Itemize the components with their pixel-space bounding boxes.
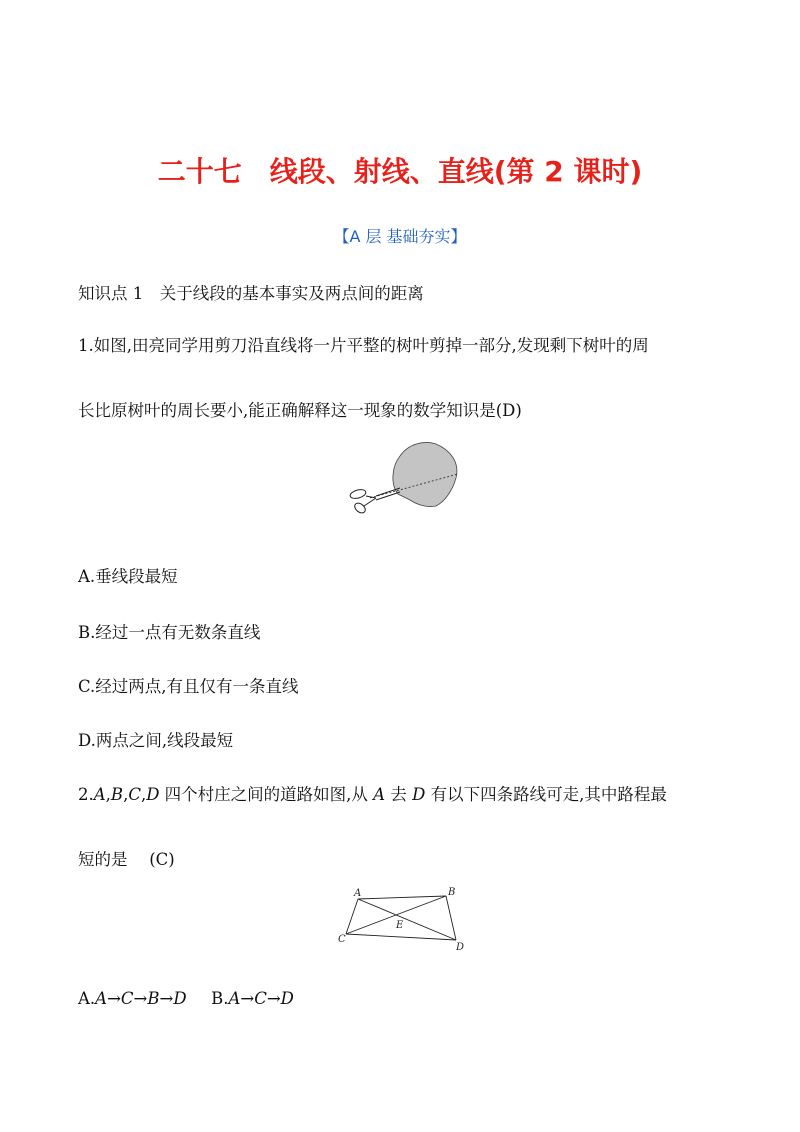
label-b: B bbox=[448, 887, 456, 898]
label-c: C bbox=[338, 934, 346, 945]
var-b: B bbox=[110, 785, 124, 804]
road-ab bbox=[358, 896, 446, 899]
label-d: D bbox=[456, 942, 465, 953]
route-b-1: C bbox=[254, 989, 267, 1008]
q1-option-c: C.经过两点,有且仅有一条直线 bbox=[78, 677, 299, 696]
leaf-shape bbox=[393, 443, 457, 507]
road-ca bbox=[346, 899, 358, 934]
scissors-icon bbox=[349, 488, 400, 515]
q2-text-part1: 四个村庄之间的道路如图,从 bbox=[164, 785, 368, 804]
q1-text-line2: 长比原树叶的周长要小,能正确解释这一现象的数学知识是(D) bbox=[78, 401, 522, 420]
q2-text-part2: 去 bbox=[390, 785, 407, 804]
arrow: → bbox=[133, 989, 148, 1008]
q2-text-part3: 有以下四条路线可走,其中路程最 bbox=[430, 785, 667, 804]
route-a-0: A bbox=[95, 989, 108, 1008]
arrow: → bbox=[159, 989, 174, 1008]
q2-option-a-prefix: A. bbox=[78, 989, 96, 1008]
q1-option-a: A.垂线段最短 bbox=[78, 567, 178, 586]
route-a-2: B bbox=[147, 989, 160, 1008]
var-a: A bbox=[93, 785, 106, 804]
route-a-3: D bbox=[173, 989, 187, 1008]
q2-option-a bbox=[78, 989, 187, 1008]
arrow: → bbox=[240, 989, 255, 1008]
level-heading: 【A 层 基础夯实】 bbox=[333, 227, 467, 246]
label-a: A bbox=[354, 888, 362, 899]
var-d: D bbox=[146, 785, 160, 804]
route-a-1: C bbox=[120, 989, 134, 1008]
var-c: C bbox=[128, 785, 141, 804]
var-to: D bbox=[412, 785, 426, 804]
arrow: → bbox=[266, 989, 281, 1008]
q2-text-line2: 短的是 (C) bbox=[78, 850, 175, 869]
leaf-scissors-figure bbox=[340, 434, 470, 524]
label-e: E bbox=[396, 920, 404, 931]
q2-number: 2. bbox=[78, 785, 94, 804]
q1-option-d: D.两点之间,线段最短 bbox=[78, 731, 234, 750]
var-from: A bbox=[373, 785, 386, 804]
q2-text-line1: 2.A,B,C,D 四个村庄之间的道路如图,从 A 去 D 有以下四条路线可走,其中路程最 bbox=[78, 785, 667, 804]
q1-option-b: B.经过一点有无数条直线 bbox=[78, 623, 261, 642]
route-b-2: D bbox=[280, 989, 294, 1008]
q2-option-b-prefix: B. bbox=[211, 989, 229, 1008]
road-ad bbox=[358, 899, 456, 940]
knowledge-point-heading: 知识点 1 关于线段的基本事实及两点间的距离 bbox=[78, 284, 424, 303]
road-dc bbox=[346, 934, 456, 940]
q2-options-line bbox=[78, 989, 294, 1008]
road-bd bbox=[446, 896, 456, 940]
route-b-0: A bbox=[228, 989, 241, 1008]
arrow: → bbox=[107, 989, 121, 1008]
q2-option-b bbox=[211, 989, 294, 1008]
q1-text-line1: 1.如图,田亮同学用剪刀沿直线将一片平整的树叶剪掉一部分,发现剩下树叶的周 bbox=[78, 336, 649, 355]
road-figure bbox=[334, 884, 474, 954]
page-title: 二十七 线段、射线、直线(第 2 课时) bbox=[157, 155, 643, 188]
